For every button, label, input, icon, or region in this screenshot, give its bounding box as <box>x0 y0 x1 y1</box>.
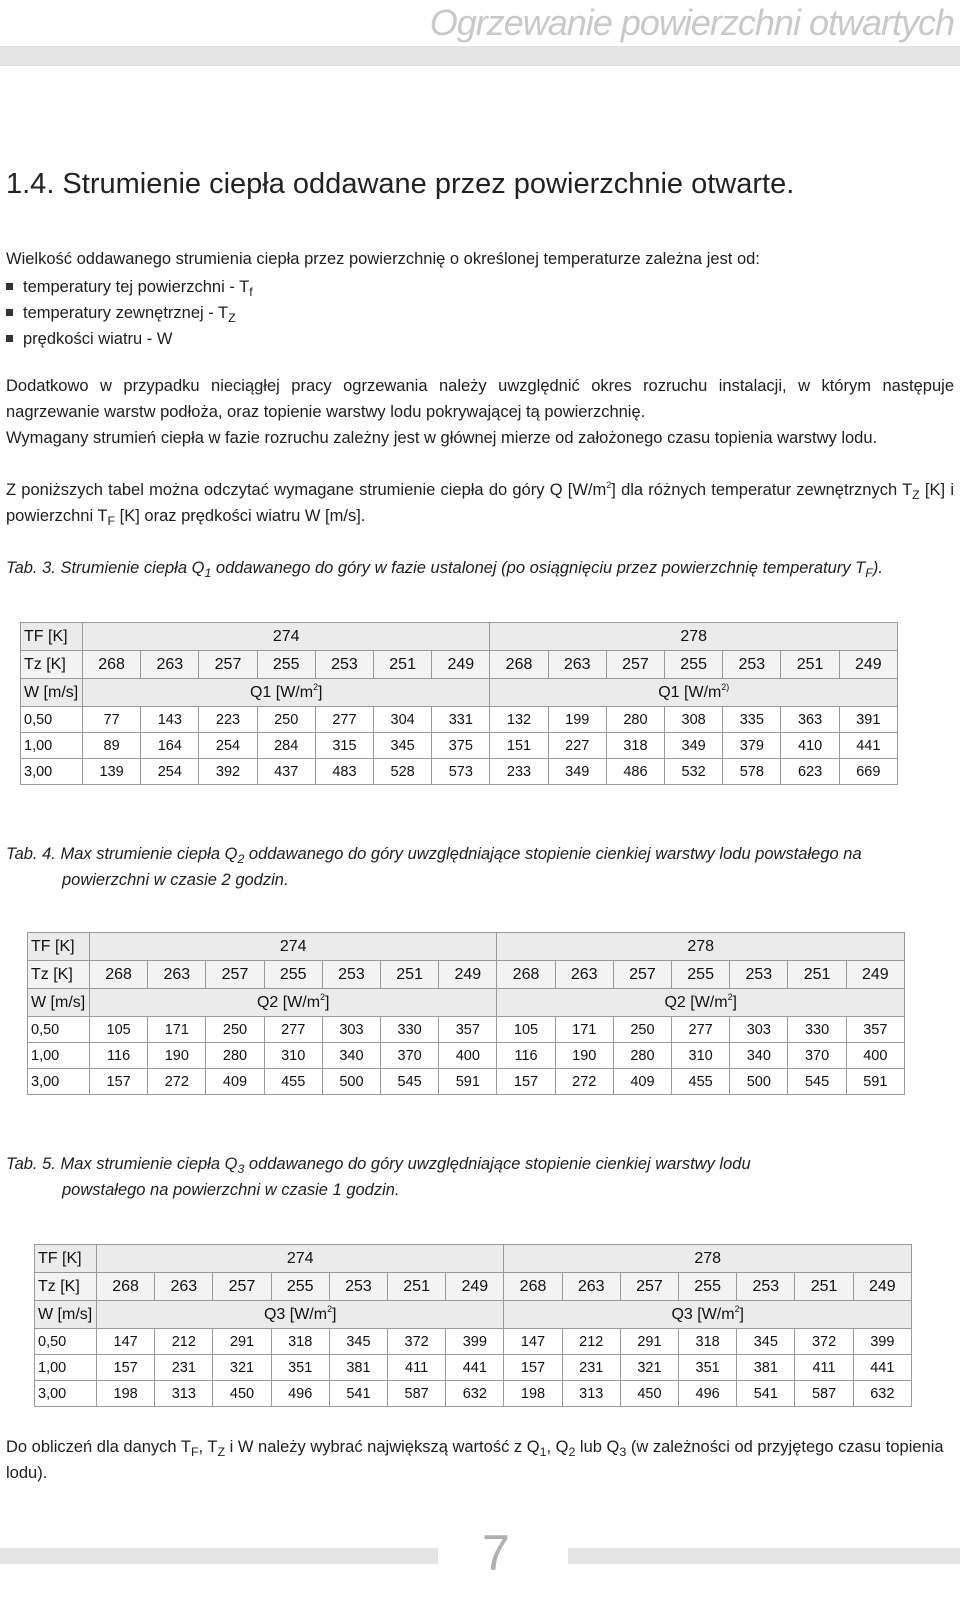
table-3-caption: Tab. 3. Strumienie ciepła $Q_1$ oddawanego do góry w fazie ustalonej (po osiągnięciu przez powierzchnię temperatury $T_F$). <box>6 559 883 580</box>
bullet-item: temperatury tej powierzchni - $T_f$ <box>6 274 253 300</box>
table-row: 0,50 105 171 250 277 303 330 357 105 171 250 277 303 330 357 <box>28 1017 905 1043</box>
table-row: 0,50 77 143 223 250 277 304 331 132 199 280 308 335 363 391 <box>21 707 898 733</box>
tz-row: Tz [K] 268 263 257 255 253 251 249 268 263 257 255 253 251 249 <box>21 651 898 679</box>
table-4-caption: Tab. 4. Max strumienie ciepła $Q_2$ oddawanego do góry uwzględniające stopienie cienkiej warstwy lodu powstałego na powierzchni w czasie 2 godzin. <box>6 845 862 889</box>
table-row: 1,00 116 190 280 310 340 370 400 116 190 280 310 340 370 400 <box>28 1043 905 1069</box>
tf-row: TF [K] 274 278 <box>35 1245 912 1273</box>
tf-row: TF [K] 274 278 <box>21 623 898 651</box>
w-header-row: W [m/s] Q3 $[W/m^2]$ Q3 $[W/m^2]$ <box>35 1301 912 1329</box>
table-row: 3,00 139 254 392 437 483 528 573 233 349 486 532 578 623 669 <box>21 759 898 785</box>
table-row: 3,00 198 313 450 496 541 587 632 198 313 450 496 541 587 632 <box>35 1381 912 1407</box>
page-number: 7 <box>482 1525 510 1581</box>
footer-note: Do obliczeń dla danych $T_F$, $T_Z$ i W należy wybrać największą wartość z $Q_1$, $Q_2$ lub $Q_3$ (w zależności od przyjętego czasu topienia lodu). <box>6 1438 944 1482</box>
footer-bar-right <box>568 1548 960 1564</box>
square-bullet-icon <box>6 335 13 342</box>
tz-row: Tz [K] 268 263 257 255 253 251 249 268 263 257 255 253 251 249 <box>35 1273 912 1301</box>
bullet-item: prędkości wiatru - W <box>6 326 253 352</box>
w-header-row: W [m/s] Q1 $[W/m^2]$ Q1 [$W/m^{2)}$ <box>21 679 898 707</box>
intro-paragraph: Wielkość oddawanego strumienia ciepła przez powierzchnię o określonej temperaturze zależna jest od: <box>6 250 760 268</box>
header-divider-bar <box>0 46 960 66</box>
table-row: 1,00 89 164 254 284 315 345 375 151 227 318 349 379 410 441 <box>21 733 898 759</box>
heat-flux-table-q1 <box>20 622 898 785</box>
paragraph-startup: Dodatkowo w przypadku nieciągłej pracy ogrzewania należy uwzględnić okres rozruchu instalacji, w którym następuje nagrzewanie warstw podłoża, oraz topienie warstwy lodu pokrywającej tą powierzchnię. <box>6 377 954 421</box>
bullet-item: temperatury zewnętrznej - $T_Z$ <box>6 300 253 326</box>
tf-row: TF [K] 274 278 <box>28 933 905 961</box>
w-header-row: W [m/s] Q2 $[W/m^2]$ Q2 $[W/m^2]$ <box>28 989 905 1017</box>
section-title: 1.4. Strumienie ciepła oddawane przez powierzchnie otwarte. <box>6 168 795 200</box>
table-row: 3,00 157 272 409 455 500 545 591 157 272 409 455 500 545 591 <box>28 1069 905 1095</box>
footer-bar-left <box>0 1548 438 1564</box>
table-row: 1,00 157 231 321 351 381 411 441 157 231 321 351 381 411 441 <box>35 1355 912 1381</box>
heat-flux-table-q3 <box>34 1244 912 1407</box>
running-header: Ogrzewanie powierzchni otwartych <box>429 2 954 43</box>
heat-flux-table-q2 <box>27 932 905 1095</box>
paragraph-ice-melting: Wymagany strumień ciepła w fazie rozruchu zależny jest w głównej mierze od założonego czasu topienia warstwy lodu. <box>6 429 878 447</box>
tz-row: Tz [K] 268 263 257 255 253 251 249 268 263 257 255 253 251 249 <box>28 961 905 989</box>
table-5-caption: Tab. 5. Max strumienie ciepła $Q_3$ oddawanego do góry uwzględniające stopienie cienkiej warstwy lodu powstałego na powierzchni w czasie 1 godzin. <box>6 1155 751 1199</box>
square-bullet-icon <box>6 283 13 290</box>
square-bullet-icon <box>6 309 13 316</box>
table-row: 0,50 147 212 291 318 345 372 399 147 212 291 318 345 372 399 <box>35 1329 912 1355</box>
paragraph-tables-intro: Z poniższych tabel można odczytać wymagane strumienie ciepła do góry Q $[W/m^2]$ dla różnych temperatur zewnętrznych $T_Z$ [K] i powierzchni $T_F$ [K] oraz prędkości wiatru W [m/s]. <box>6 480 954 528</box>
bullet-list <box>6 274 253 352</box>
